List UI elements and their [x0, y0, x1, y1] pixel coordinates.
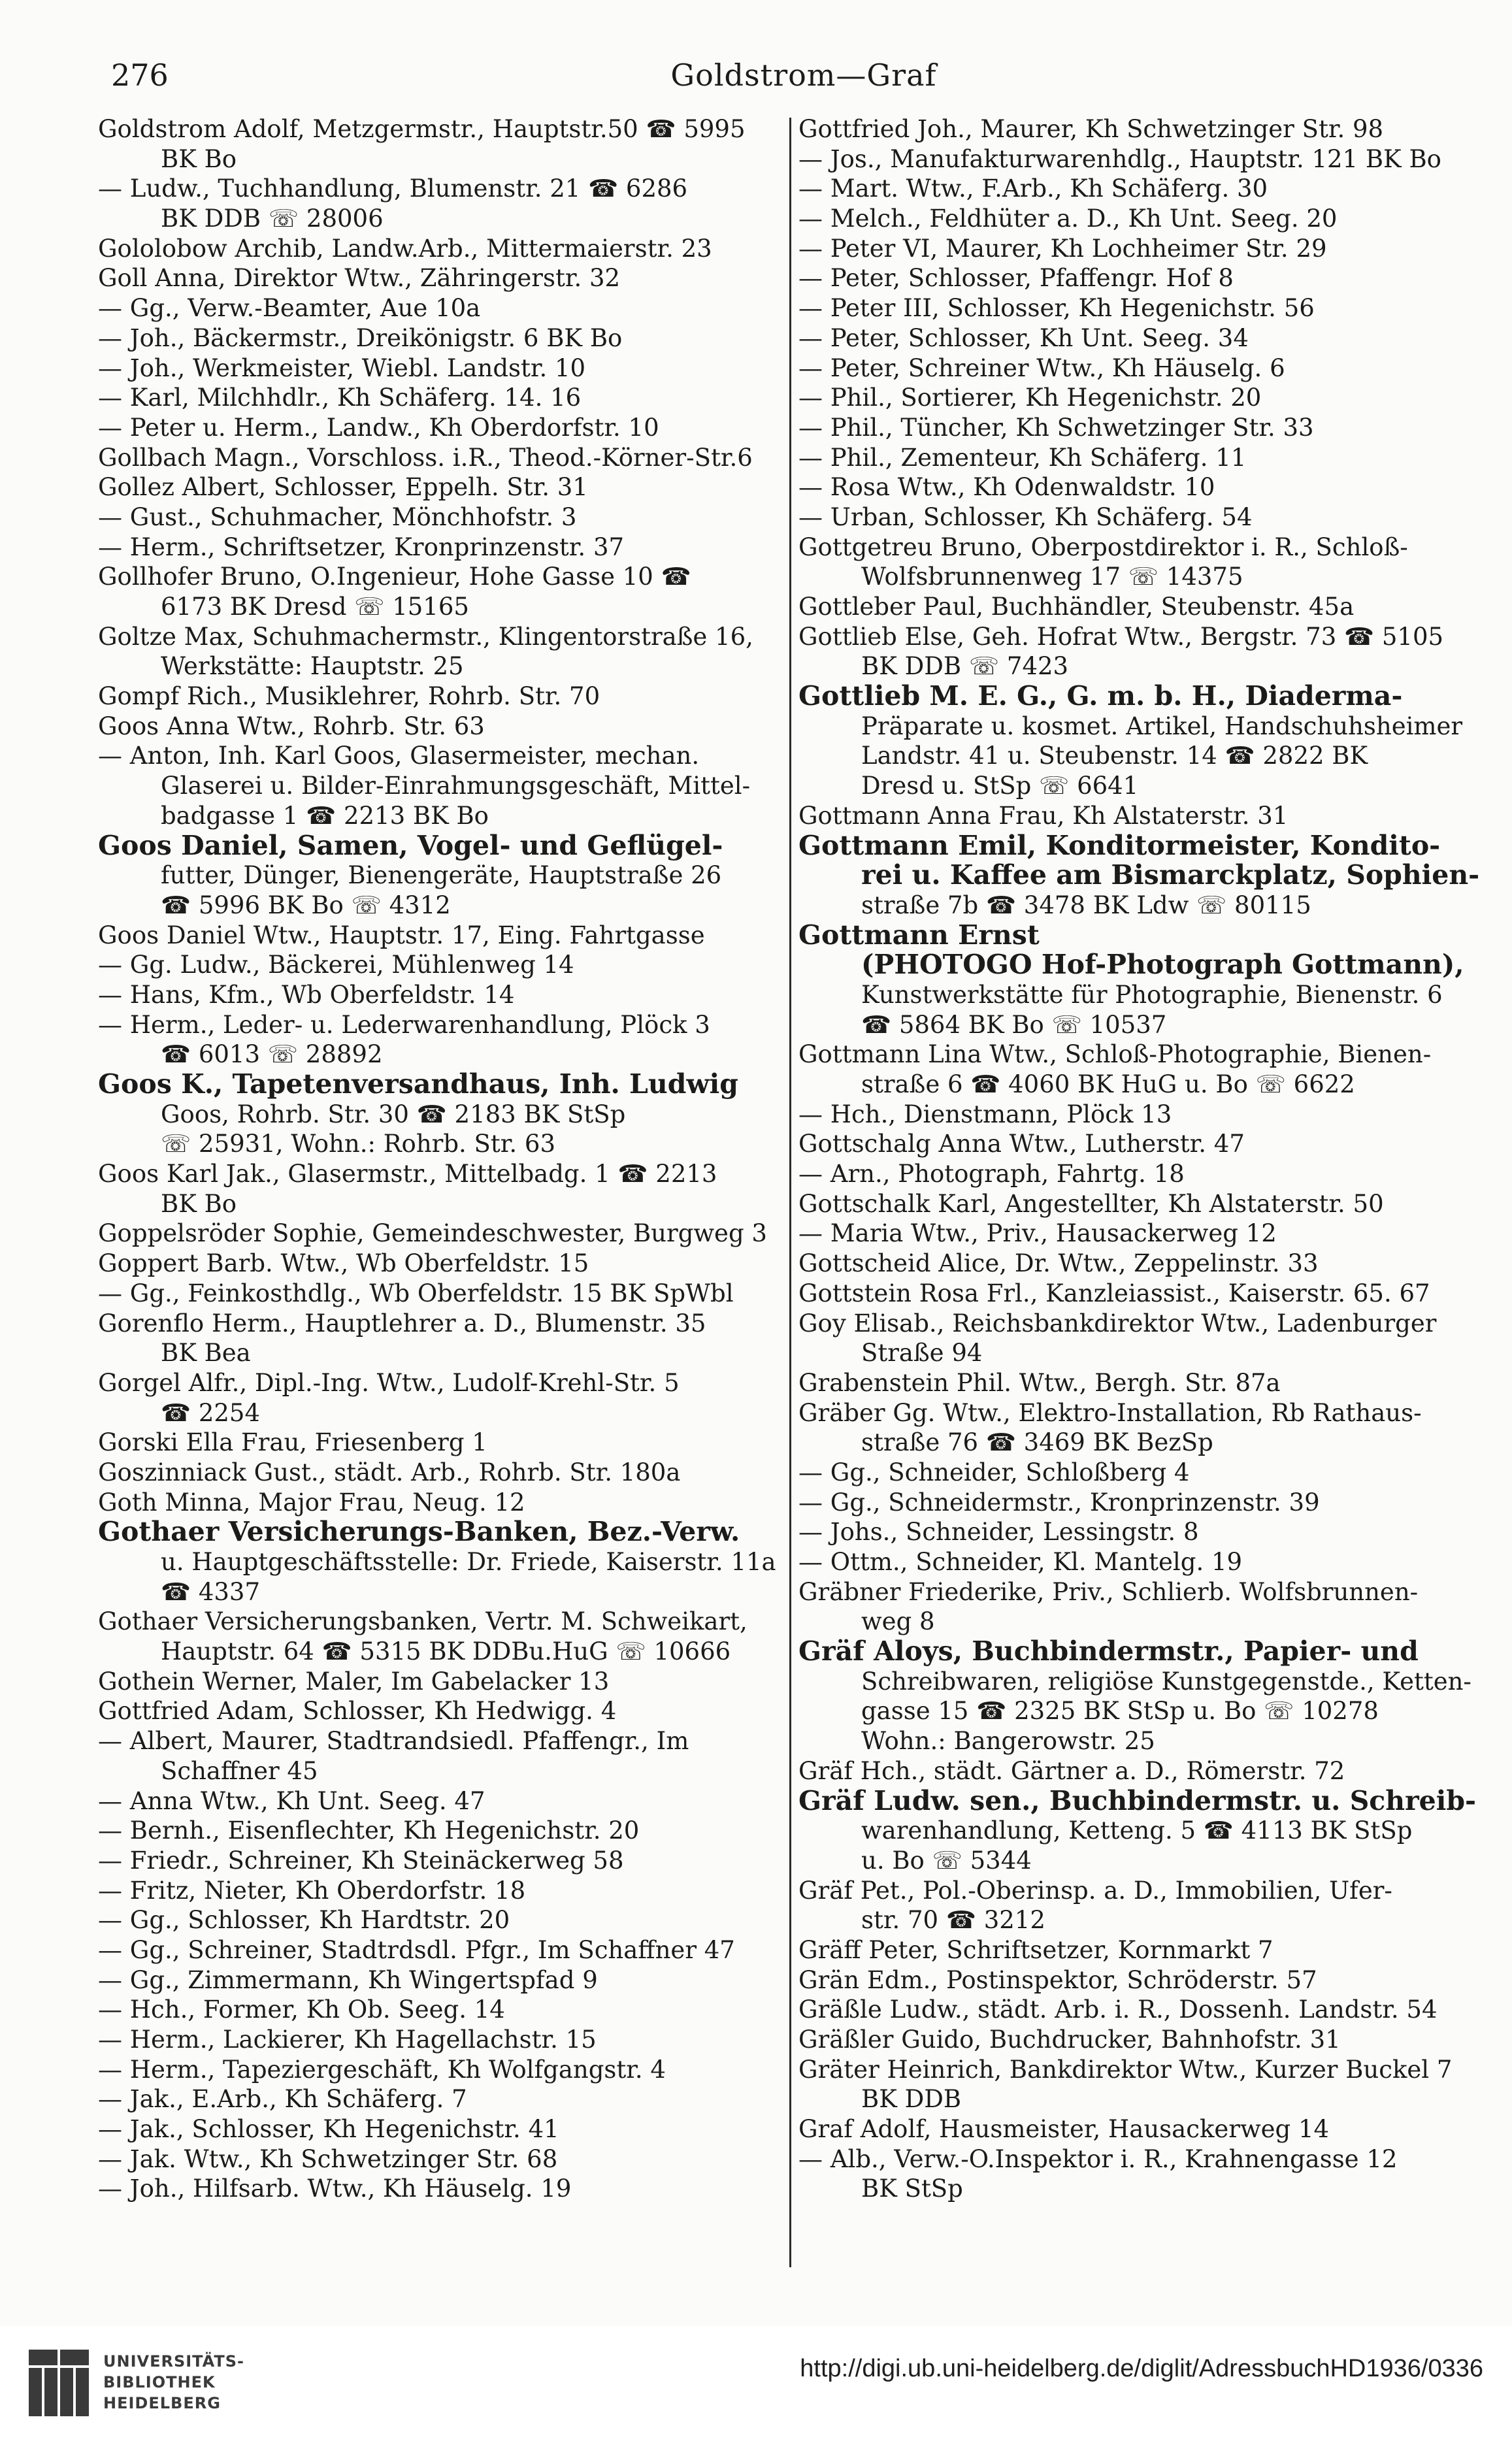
directory-line: Gottmann Anna Frau, Kh Alstaterstr. 31: [798, 801, 1289, 830]
left-column: [98, 114, 781, 2277]
directory-line: Landstr. 41 u. Steubenstr. 14 ☎ 2822 BK: [861, 742, 1368, 770]
directory-line: badgasse 1 ☎ 2213 BK Bo: [161, 801, 489, 830]
directory-line: BK DDB ☏ 7423: [861, 652, 1069, 681]
directory-line: straße 7b ☎ 3478 BK Ldw ☏ 80115: [861, 891, 1311, 919]
directory-line: — Jak., E.Arb., Kh Schäferg. 7: [98, 2085, 467, 2114]
library-logo-icon: [26, 2347, 91, 2419]
directory-line: 6173 BK Dresd ☏ 15165: [161, 593, 469, 621]
directory-line: — Phil., Sortierer, Kh Hegenichstr. 20: [798, 384, 1262, 412]
directory-line: Glaserei u. Bilder-Einrahmungsgeschäft, Mittel-: [161, 772, 751, 800]
directory-line: Gottschalk Karl, Angestellter, Kh Alstaterstr. 50: [798, 1189, 1384, 1218]
directory-line: — Johs., Schneider, Lessingstr. 8: [798, 1518, 1199, 1547]
directory-line: — Peter, Schlosser, Kh Unt. Seeg. 34: [798, 323, 1249, 352]
logo-line: UNIVERSITÄTS-: [103, 2352, 245, 2371]
footer-bar: [0, 2326, 1512, 2445]
directory-line: Gorski Ella Frau, Friesenberg 1: [98, 1428, 487, 1457]
directory-line: Gottschalg Anna Wtw., Lutherstr. 47: [798, 1130, 1245, 1158]
running-title: Goldstrom—Graf: [670, 57, 937, 93]
directory-line: Graf Adolf, Hausmeister, Hausackerweg 14: [798, 2115, 1330, 2144]
directory-line: Goos Daniel, Samen, Vogel- und Geflügel-: [98, 830, 723, 861]
directory-line: — Gg., Verw.-Beamter, Aue 10a: [98, 294, 481, 323]
directory-line: Goos, Rohrb. Str. 30 ☎ 2183 BK StSp: [161, 1100, 626, 1128]
directory-line: — Gg., Schreiner, Stadtrdsdl. Pfgr., Im Schaffner 47: [98, 1935, 735, 1964]
directory-line: Gräf Aloys, Buchbindermstr., Papier- und: [798, 1637, 1419, 1667]
directory-line: — Joh., Hilfsarb. Wtw., Kh Häuselg. 19: [98, 2174, 572, 2203]
directory-line: BK Bo: [161, 144, 237, 173]
directory-line: BK Bo: [161, 1189, 237, 1218]
directory-line: Gottleber Paul, Buchhändler, Steubenstr. 45a: [798, 593, 1355, 621]
directory-line: — Karl, Milchhdlr., Kh Schäferg. 14. 16: [98, 384, 582, 412]
directory-line: Goos Daniel Wtw., Hauptstr. 17, Eing. Fahrtgasse: [98, 921, 705, 949]
directory-line: futter, Dünger, Bienengeräte, Hauptstraße 26: [161, 861, 722, 890]
directory-line: Gollez Albert, Schlosser, Eppelh. Str. 31: [98, 473, 588, 502]
directory-line: BK DDB ☏ 28006: [161, 205, 384, 233]
directory-line: — Gg. Ludw., Bäckerei, Mühlenweg 14: [98, 951, 574, 979]
library-logo-text: [103, 2351, 244, 2414]
directory-line: — Anton, Inh. Karl Goos, Glasermeister, mechan.: [98, 742, 700, 770]
directory-line: Gothaer Versicherungs-Banken, Bez.-Verw.: [98, 1517, 740, 1547]
directory-line: — Peter, Schlosser, Pfaffengr. Hof 8: [798, 264, 1234, 293]
directory-line: u. Bo ☏ 5344: [861, 1846, 1032, 1875]
logo-line: BIBLIOTHEK: [103, 2373, 216, 2391]
directory-line: Gorenflo Herm., Hauptlehrer a. D., Blumenstr. 35: [98, 1309, 706, 1337]
directory-line: — Joh., Bäckermstr., Dreikönigstr. 6 BK Bo: [98, 323, 623, 352]
directory-line: Hauptstr. 64 ☎ 5315 BK DDBu.HuG ☏ 10666: [161, 1637, 731, 1666]
directory-line: — Anna Wtw., Kh Unt. Seeg. 47: [98, 1786, 485, 1815]
directory-line: Gottlieb Else, Geh. Hofrat Wtw., Bergstr. 73 ☎ 5105: [798, 622, 1444, 651]
directory-line: u. Hauptgeschäftsstelle: Dr. Friede, Kaiserstr. 11a: [161, 1548, 776, 1576]
directory-line: Goldstrom Adolf, Metzgermstr., Hauptstr.50 ☎ 5995: [98, 115, 746, 143]
directory-line: — Herm., Schriftsetzer, Kronprinzenstr. 37: [98, 533, 625, 561]
directory-line: Gottfried Adam, Schlosser, Kh Hedwigg. 4: [98, 1697, 617, 1726]
directory-line: — Jak., Schlosser, Kh Hegenichstr. 41: [98, 2115, 559, 2144]
directory-line: Goszinniack Gust., städt. Arb., Rohrb. Str. 180a: [98, 1458, 681, 1486]
directory-line: Goll Anna, Direktor Wtw., Zähringerstr. 32: [98, 264, 621, 293]
directory-line: — Bernh., Eisenflechter, Kh Hegenichstr. 20: [98, 1816, 640, 1845]
directory-line: Gräßle Ludw., städt. Arb. i. R., Dossenh. Landstr. 54: [798, 1995, 1438, 2024]
directory-line: — Gg., Schneider, Schloßberg 4: [798, 1458, 1190, 1486]
directory-line: — Gg., Schneidermstr., Kronprinzenstr. 39: [798, 1488, 1320, 1517]
directory-line: — Melch., Feldhüter a. D., Kh Unt. Seeg. 20: [798, 205, 1338, 233]
directory-line: — Maria Wtw., Priv., Hausackerweg 12: [798, 1219, 1277, 1248]
right-column: [798, 114, 1481, 2277]
directory-line: Gothein Werner, Maler, Im Gabelacker 13: [98, 1667, 610, 1696]
directory-line: Gololobow Archib, Landw.Arb., Mittermaierstr. 23: [98, 234, 712, 263]
directory-line: BK Bea: [161, 1339, 251, 1368]
directory-line: Gräff Peter, Schriftsetzer, Kornmarkt 7: [798, 1935, 1274, 1964]
directory-line: — Peter VI, Maurer, Kh Lochheimer Str. 29: [798, 234, 1327, 263]
directory-line: — Herm., Tapeziergeschäft, Kh Wolfgangstr. 4: [98, 2055, 666, 2084]
column-divider: [789, 118, 791, 2267]
directory-line: Kunstwerkstätte für Photographie, Bienenstr. 6: [861, 980, 1443, 1009]
directory-line: — Peter u. Herm., Landw., Kh Oberdorfstr. 10: [98, 413, 659, 442]
directory-line: — Urban, Schlosser, Kh Schäferg. 54: [798, 502, 1253, 531]
directory-line: Gräf Pet., Pol.-Oberinsp. a. D., Immobilien, Ufer-: [798, 1876, 1392, 1905]
directory-line: Gollbach Magn., Vorschloss. i.R., Theod.-Körner-Str.6: [98, 443, 753, 472]
directory-line: Gräbner Friederike, Priv., Schlierb. Wolfsbrunnen-: [798, 1577, 1419, 1606]
directory-line: ☏ 25931, Wohn.: Rohrb. Str. 63: [161, 1130, 555, 1158]
directory-line: Werkstätte: Hauptstr. 25: [161, 652, 464, 681]
directory-line: Präparate u. kosmet. Artikel, Handschuhsheimer: [861, 712, 1463, 740]
directory-line: — Joh., Werkmeister, Wiebl. Landstr. 10: [98, 353, 586, 382]
directory-line: Gollhofer Bruno, O.Ingenieur, Hohe Gasse 10 ☎: [98, 563, 691, 591]
directory-line: Schaffner 45: [161, 1756, 318, 1785]
directory-line: Gottmann Emil, Konditormeister, Kondito-: [798, 830, 1441, 861]
directory-line: Goos K., Tapetenversandhaus, Inh. Ludwig: [98, 1070, 738, 1100]
library-logo[interactable]: [26, 2346, 274, 2424]
directory-line: Goy Elisab., Reichsbankdirektor Wtw., Ladenburger: [798, 1309, 1437, 1337]
logo-line: HEIDELBERG: [103, 2394, 221, 2412]
directory-line: — Jak. Wtw., Kh Schwetzinger Str. 68: [98, 2144, 558, 2173]
directory-line: Gottlieb M. E. G., G. m. b. H., Diaderma-: [798, 681, 1403, 712]
directory-line: Goltze Max, Schuhmachermstr., Klingentorstraße 16,: [98, 622, 753, 651]
directory-line: Gräßler Guido, Buchdrucker, Bahnhofstr. 31: [798, 2026, 1341, 2054]
directory-line: Gottmann Ernst: [798, 920, 1040, 951]
directory-line: gasse 15 ☎ 2325 BK StSp u. Bo ☏ 10278: [861, 1697, 1379, 1726]
directory-line: straße 76 ☎ 3469 BK BezSp: [861, 1428, 1213, 1457]
directory-line: BK StSp: [861, 2174, 963, 2203]
directory-line: rei u. Kaffee am Bismarckplatz, Sophien-: [861, 861, 1480, 891]
directory-line: — Fritz, Nieter, Kh Oberdorfstr. 18: [98, 1876, 526, 1905]
directory-line: Goppert Barb. Wtw., Wb Oberfeldstr. 15: [98, 1249, 589, 1278]
directory-line: — Herm., Leder- u. Lederwarenhandlung, Plöck 3: [98, 1010, 710, 1039]
directory-line: Gräter Heinrich, Bankdirektor Wtw., Kurzer Buckel 7: [798, 2055, 1453, 2084]
directory-line: weg 8: [861, 1607, 935, 1636]
directory-line: Gothaer Versicherungsbanken, Vertr. M. Schweikart,: [98, 1607, 748, 1636]
directory-line: Gorgel Alfr., Dipl.-Ing. Wtw., Ludolf-Krehl-Str. 5: [98, 1368, 680, 1397]
directory-line: (PHOTOGO Hof-Photograph Gottmann),: [861, 950, 1464, 980]
directory-line: Goth Minna, Major Frau, Neug. 12: [98, 1488, 525, 1517]
directory-line: Wolfsbrunnenweg 17 ☏ 14375: [861, 563, 1243, 591]
directory-line: — Gg., Zimmermann, Kh Wingertspfad 9: [98, 1965, 598, 1994]
directory-line: Gottmann Lina Wtw., Schloß-Photographie, Bienen-: [798, 1040, 1432, 1069]
directory-line: ☎ 6013 ☏ 28892: [161, 1040, 383, 1069]
directory-line: Dresd u. StSp ☏ 6641: [861, 772, 1139, 800]
directory-line: Schreibwaren, religiöse Kunstgegenstde., Ketten-: [861, 1667, 1471, 1696]
directory-line: — Ludw., Tuchhandlung, Blumenstr. 21 ☎ 6286: [98, 174, 688, 203]
directory-line: — Ottm., Schneider, Kl. Mantelg. 19: [798, 1548, 1243, 1576]
directory-line: — Hans, Kfm., Wb Oberfeldstr. 14: [98, 980, 515, 1009]
directory-line: Gottgetreu Bruno, Oberpostdirektor i. R., Schloß-: [798, 533, 1408, 561]
directory-line: Gräf Hch., städt. Gärtner a. D., Römerstr. 72: [798, 1756, 1345, 1785]
directory-line: Gompf Rich., Musiklehrer, Rohrb. Str. 70: [98, 682, 600, 711]
directory-line: — Peter, Schreiner Wtw., Kh Häuselg. 6: [798, 353, 1285, 382]
directory-line: — Alb., Verw.-O.Inspektor i. R., Krahnengasse 12: [798, 2144, 1398, 2173]
directory-line: — Albert, Maurer, Stadtrandsiedl. Pfaffengr., Im: [98, 1727, 689, 1756]
directory-line: — Phil., Zementeur, Kh Schäferg. 11: [798, 443, 1247, 472]
directory-line: BK DDB: [861, 2085, 962, 2114]
directory-line: Wohn.: Bangerowstr. 25: [861, 1727, 1155, 1756]
directory-line: ☎ 2254: [161, 1398, 261, 1427]
directory-line: — Gg., Feinkosthdlg., Wb Oberfeldstr. 15 BK SpWbl: [98, 1279, 734, 1307]
directory-line: — Mart. Wtw., F.Arb., Kh Schäferg. 30: [798, 174, 1268, 203]
page-number: 276: [111, 57, 169, 93]
directory-line: Grän Edm., Postinspektor, Schröderstr. 57: [798, 1965, 1317, 1994]
directory-line: — Friedr., Schreiner, Kh Steinäckerweg 58: [98, 1846, 624, 1875]
directory-line: Gräber Gg. Wtw., Elektro-Installation, Rb Rathaus-: [798, 1398, 1422, 1427]
directory-line: — Arn., Photograph, Fahrtg. 18: [798, 1160, 1185, 1189]
directory-line: Gottfried Joh., Maurer, Kh Schwetzinger Str. 98: [798, 115, 1384, 143]
directory-line: warenhandlung, Ketteng. 5 ☎ 4113 BK StSp: [861, 1816, 1413, 1845]
directory-line: — Peter III, Schlosser, Kh Hegenichstr. 56: [798, 294, 1315, 323]
directory-line: — Phil., Tüncher, Kh Schwetzinger Str. 33: [798, 413, 1314, 442]
directory-line: Grabenstein Phil. Wtw., Bergh. Str. 87a: [798, 1368, 1281, 1397]
directory-line: str. 70 ☎ 3212: [861, 1906, 1045, 1935]
directory-line: — Hch., Former, Kh Ob. Seeg. 14: [98, 1995, 505, 2024]
directory-line: — Herm., Lackierer, Kh Hagellachstr. 15: [98, 2026, 597, 2054]
directory-line: Goos Anna Wtw., Rohrb. Str. 63: [98, 712, 485, 740]
directory-line: straße 6 ☎ 4060 BK HuG u. Bo ☏ 6622: [861, 1070, 1355, 1098]
directory-line: — Gust., Schuhmacher, Mönchhofstr. 3: [98, 502, 577, 531]
page-header: [111, 51, 1496, 110]
source-url-link[interactable]: http://digi.ub.uni-heidelberg.de/diglit/AdressbuchHD1936/0336: [800, 2355, 1483, 2382]
directory-line: Gräf Ludw. sen., Buchbindermstr. u. Schreib-: [798, 1786, 1477, 1816]
directory-line: — Rosa Wtw., Kh Odenwaldstr. 10: [798, 473, 1215, 502]
directory-line: — Jos., Manufakturwarenhdlg., Hauptstr. 121 BK Bo: [798, 144, 1441, 173]
directory-line: ☎ 4337: [161, 1577, 261, 1606]
directory-line: Straße 94: [861, 1339, 983, 1368]
directory-line: Goos Karl Jak., Glasermstr., Mittelbadg. 1 ☎ 2213: [98, 1160, 717, 1189]
directory-line: ☎ 5864 BK Bo ☏ 10537: [861, 1010, 1167, 1039]
directory-line: ☎ 5996 BK Bo ☏ 4312: [161, 891, 451, 919]
directory-line: Gottscheid Alice, Dr. Wtw., Zeppelinstr. 33: [798, 1249, 1319, 1278]
directory-line: Gottstein Rosa Frl., Kanzleiassist., Kaiserstr. 65. 67: [798, 1279, 1430, 1307]
directory-line: Goppelsröder Sophie, Gemeindeschwester, Burgweg 3: [98, 1219, 767, 1248]
directory-line: — Gg., Schlosser, Kh Hardtstr. 20: [98, 1906, 510, 1935]
directory-line: — Hch., Dienstmann, Plöck 13: [798, 1100, 1172, 1128]
